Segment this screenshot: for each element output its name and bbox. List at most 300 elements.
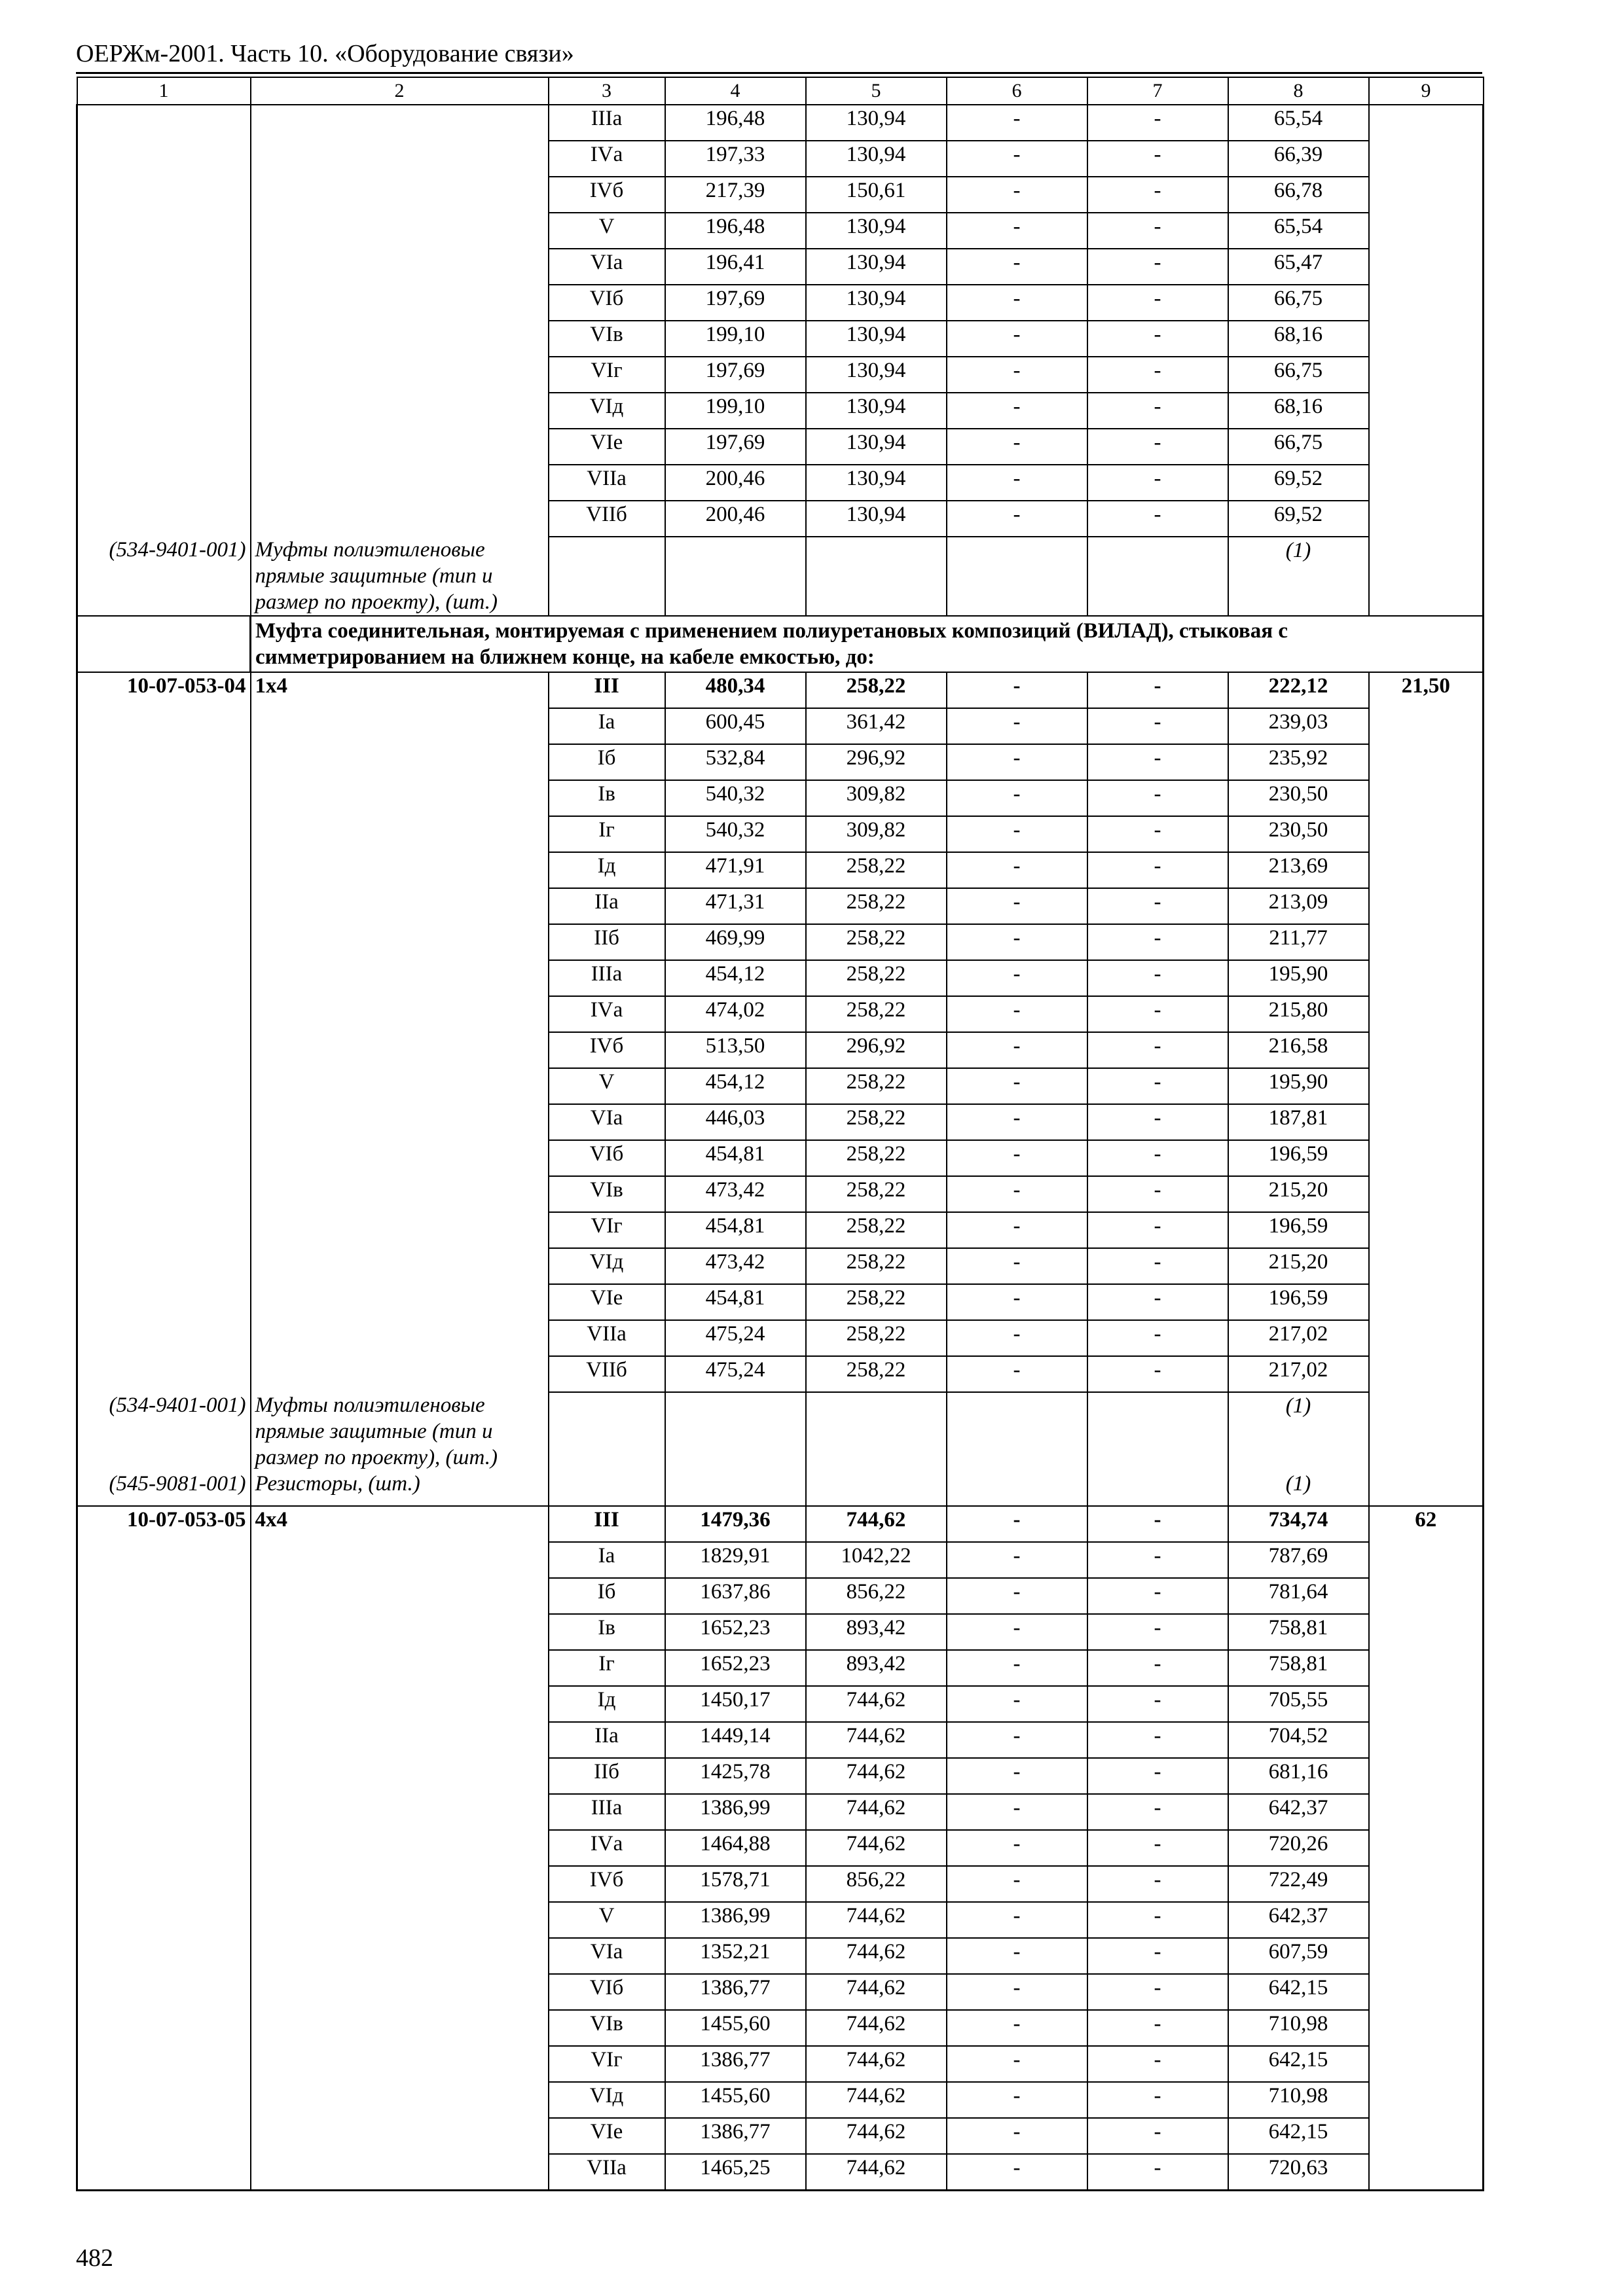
code-cell	[77, 2082, 251, 2118]
material-row	[77, 1392, 1484, 1471]
wage-cell: 744,62	[806, 1722, 947, 1758]
labor-cell	[1369, 1356, 1484, 1392]
machine-cost-cell: -	[947, 1902, 1087, 1938]
material-cost-cell: 65,54	[1228, 105, 1369, 141]
code-cell	[77, 393, 251, 429]
total-cost-cell: 1449,14	[665, 1722, 806, 1758]
table-row	[77, 249, 1484, 285]
machine-cost-cell: -	[947, 393, 1087, 429]
table-row	[77, 1032, 1484, 1068]
material-cost-cell: 69,52	[1228, 465, 1369, 501]
machine-cost-cell: -	[947, 2046, 1087, 2082]
table-row	[77, 141, 1484, 177]
zone-cell: VIе	[549, 429, 665, 465]
code-cell	[77, 816, 251, 852]
total-cost-cell: 1455,60	[665, 2010, 806, 2046]
name-cell	[251, 141, 549, 177]
zone-cell: VIIа	[549, 2154, 665, 2191]
material-row	[77, 1471, 1484, 1506]
empty-cell	[1087, 1471, 1228, 1506]
zone-cell: IIа	[549, 1722, 665, 1758]
zone-cell: IIа	[549, 888, 665, 924]
driver-wage-cell: -	[1087, 1176, 1228, 1212]
wage-cell: 150,61	[806, 177, 947, 213]
name-cell	[251, 321, 549, 357]
total-cost-cell: 1425,78	[665, 1758, 806, 1794]
total-cost-cell: 196,48	[665, 213, 806, 249]
code-cell	[77, 1686, 251, 1722]
name-cell: 1х4	[251, 672, 549, 708]
material-cost-cell: 781,64	[1228, 1578, 1369, 1614]
name-cell	[251, 213, 549, 249]
zone-cell: IVб	[549, 1866, 665, 1902]
total-cost-cell: 1386,99	[665, 1794, 806, 1830]
empty-cell	[549, 537, 665, 616]
machine-cost-cell: -	[947, 1068, 1087, 1104]
driver-wage-cell: -	[1087, 141, 1228, 177]
code-cell	[77, 1284, 251, 1320]
machine-cost-cell: -	[947, 1686, 1087, 1722]
total-cost-cell: 454,12	[665, 1068, 806, 1104]
table-row	[77, 2046, 1484, 2082]
material-cost-cell: 734,74	[1228, 1506, 1369, 1542]
zone-cell: Iг	[549, 816, 665, 852]
name-cell	[251, 465, 549, 501]
empty-cell	[1369, 1471, 1484, 1506]
material-cost-cell: 642,37	[1228, 1902, 1369, 1938]
table-row	[77, 2154, 1484, 2191]
code-cell	[77, 1068, 251, 1104]
code-cell	[77, 1722, 251, 1758]
table-row	[77, 1866, 1484, 1902]
code-cell	[77, 1974, 251, 2010]
wage-cell: 258,22	[806, 1356, 947, 1392]
zone-cell: Iг	[549, 1650, 665, 1686]
code-cell: 10-07-053-05	[77, 1506, 251, 1542]
material-cost-cell: 65,47	[1228, 249, 1369, 285]
zone-cell: V	[549, 1068, 665, 1104]
code-cell	[77, 213, 251, 249]
zone-cell: IIIа	[549, 105, 665, 141]
material-cost-cell: 642,15	[1228, 2046, 1369, 2082]
code-cell	[77, 1356, 251, 1392]
price-table	[76, 77, 1484, 2191]
zone-cell: IVа	[549, 141, 665, 177]
empty-cell	[806, 537, 947, 616]
machine-cost-cell: -	[947, 177, 1087, 213]
table-row	[77, 1176, 1484, 1212]
table-row	[77, 708, 1484, 744]
zone-cell: VIIа	[549, 465, 665, 501]
empty-cell	[1087, 537, 1228, 616]
labor-cell	[1369, 177, 1484, 213]
machine-cost-cell: -	[947, 1650, 1087, 1686]
machine-cost-cell: -	[947, 1506, 1087, 1542]
zone-cell: VIе	[549, 1284, 665, 1320]
driver-wage-cell: -	[1087, 888, 1228, 924]
machine-cost-cell: -	[947, 1578, 1087, 1614]
wage-cell: 130,94	[806, 321, 947, 357]
total-cost-cell: 469,99	[665, 924, 806, 960]
machine-cost-cell: -	[947, 249, 1087, 285]
driver-wage-cell: -	[1087, 1974, 1228, 2010]
column-number: 3	[549, 77, 665, 105]
column-number: 5	[806, 77, 947, 105]
name-cell	[251, 1974, 549, 2010]
labor-cell	[1369, 2010, 1484, 2046]
empty-cell	[947, 1471, 1087, 1506]
driver-wage-cell: -	[1087, 393, 1228, 429]
zone-cell: VIб	[549, 1974, 665, 2010]
labor-cell	[1369, 1542, 1484, 1578]
column-number: 1	[77, 77, 251, 105]
total-cost-cell: 473,42	[665, 1176, 806, 1212]
wage-cell: 744,62	[806, 1686, 947, 1722]
material-cost-cell: 66,78	[1228, 177, 1369, 213]
labor-cell	[1369, 1938, 1484, 1974]
name-cell	[251, 1686, 549, 1722]
wage-cell: 130,94	[806, 465, 947, 501]
table-row	[77, 1902, 1484, 1938]
machine-cost-cell: -	[947, 1794, 1087, 1830]
labor-cell	[1369, 1686, 1484, 1722]
machine-cost-cell: -	[947, 321, 1087, 357]
material-cost-cell: 187,81	[1228, 1104, 1369, 1140]
total-cost-cell: 197,69	[665, 429, 806, 465]
driver-wage-cell: -	[1087, 249, 1228, 285]
zone-cell: Iа	[549, 1542, 665, 1578]
zone-cell: VIа	[549, 249, 665, 285]
driver-wage-cell: -	[1087, 2010, 1228, 2046]
driver-wage-cell: -	[1087, 1650, 1228, 1686]
machine-cost-cell: -	[947, 1614, 1087, 1650]
labor-cell: 21,50	[1369, 672, 1484, 708]
wage-cell: 258,22	[806, 1104, 947, 1140]
material-cost-cell: 216,58	[1228, 1032, 1369, 1068]
driver-wage-cell: -	[1087, 1506, 1228, 1542]
machine-cost-cell: -	[947, 780, 1087, 816]
driver-wage-cell: -	[1087, 357, 1228, 393]
code-cell	[77, 996, 251, 1032]
code-cell	[77, 1140, 251, 1176]
labor-cell	[1369, 1614, 1484, 1650]
wage-cell: 309,82	[806, 780, 947, 816]
code-cell	[77, 1650, 251, 1686]
machine-cost-cell: -	[947, 1758, 1087, 1794]
total-cost-cell: 1652,23	[665, 1614, 806, 1650]
code-cell	[77, 1866, 251, 1902]
material-cost-cell: 68,16	[1228, 393, 1369, 429]
driver-wage-cell: -	[1087, 1938, 1228, 1974]
material-cost-cell: 215,20	[1228, 1248, 1369, 1284]
machine-cost-cell: -	[947, 1722, 1087, 1758]
wage-cell: 258,22	[806, 1248, 947, 1284]
material-cost-cell: 758,81	[1228, 1614, 1369, 1650]
table-row	[77, 888, 1484, 924]
machine-cost-cell: -	[947, 2010, 1087, 2046]
code-cell	[77, 1902, 251, 1938]
wage-cell: 258,22	[806, 1140, 947, 1176]
material-name: Муфты полиэтиленовые прямые защитные (тип и размер по проекту), (шт.)	[251, 537, 549, 616]
table-row	[77, 393, 1484, 429]
empty-cell	[1087, 1392, 1228, 1471]
wage-cell: 744,62	[806, 2046, 947, 2082]
wage-cell: 258,22	[806, 960, 947, 996]
total-cost-cell: 1479,36	[665, 1506, 806, 1542]
wage-cell: 130,94	[806, 357, 947, 393]
name-cell	[251, 249, 549, 285]
machine-cost-cell: -	[947, 141, 1087, 177]
driver-wage-cell: -	[1087, 1578, 1228, 1614]
labor-cell	[1369, 888, 1484, 924]
material-qty: (1)	[1228, 1392, 1369, 1471]
driver-wage-cell: -	[1087, 105, 1228, 141]
material-cost-cell: 235,92	[1228, 744, 1369, 780]
page-number: 482	[76, 2244, 113, 2272]
wage-cell: 130,94	[806, 249, 947, 285]
name-cell	[251, 357, 549, 393]
wage-cell: 744,62	[806, 1830, 947, 1866]
empty-cell	[665, 1471, 806, 1506]
zone-cell: VIIб	[549, 501, 665, 537]
material-cost-cell: 222,12	[1228, 672, 1369, 708]
name-cell	[251, 1140, 549, 1176]
total-cost-cell: 475,24	[665, 1320, 806, 1356]
material-cost-cell: 230,50	[1228, 780, 1369, 816]
machine-cost-cell: -	[947, 105, 1087, 141]
code-cell	[77, 1614, 251, 1650]
total-cost-cell: 1829,91	[665, 1542, 806, 1578]
labor-cell	[1369, 465, 1484, 501]
name-cell	[251, 924, 549, 960]
machine-cost-cell: -	[947, 1140, 1087, 1176]
wage-cell: 258,22	[806, 1068, 947, 1104]
name-cell	[251, 1356, 549, 1392]
table-row	[77, 1686, 1484, 1722]
total-cost-cell: 474,02	[665, 996, 806, 1032]
name-cell	[251, 1176, 549, 1212]
name-cell	[251, 1320, 549, 1356]
total-cost-cell: 475,24	[665, 1356, 806, 1392]
name-cell	[251, 105, 549, 141]
total-cost-cell: 197,69	[665, 285, 806, 321]
wage-cell: 744,62	[806, 1974, 947, 2010]
total-cost-cell: 540,32	[665, 780, 806, 816]
code-cell	[77, 1320, 251, 1356]
material-cost-cell: 710,98	[1228, 2082, 1369, 2118]
name-cell	[251, 1650, 549, 1686]
code-cell	[77, 2154, 251, 2191]
wage-cell: 744,62	[806, 1758, 947, 1794]
zone-cell: VIг	[549, 2046, 665, 2082]
column-number-row	[77, 77, 1484, 105]
wage-cell: 258,22	[806, 1320, 947, 1356]
code-cell	[77, 852, 251, 888]
material-cost-cell: 217,02	[1228, 1320, 1369, 1356]
material-cost-cell: 720,26	[1228, 1830, 1369, 1866]
code-cell	[77, 2046, 251, 2082]
labor-cell	[1369, 1212, 1484, 1248]
material-cost-cell: 758,81	[1228, 1650, 1369, 1686]
zone-cell: IIIа	[549, 960, 665, 996]
name-cell	[251, 1068, 549, 1104]
driver-wage-cell: -	[1087, 177, 1228, 213]
wage-cell: 856,22	[806, 1578, 947, 1614]
table-row	[77, 357, 1484, 393]
name-cell	[251, 852, 549, 888]
wage-cell: 296,92	[806, 1032, 947, 1068]
name-cell	[251, 1248, 549, 1284]
column-number: 7	[1087, 77, 1228, 105]
wage-cell: 744,62	[806, 1794, 947, 1830]
name-cell	[251, 1212, 549, 1248]
labor-cell	[1369, 708, 1484, 744]
zone-cell: IIб	[549, 1758, 665, 1794]
wage-cell: 258,22	[806, 924, 947, 960]
name-cell	[251, 2154, 549, 2191]
code-cell	[77, 1104, 251, 1140]
empty-cell	[77, 616, 251, 672]
labor-cell	[1369, 852, 1484, 888]
driver-wage-cell: -	[1087, 1248, 1228, 1284]
material-cost-cell: 642,15	[1228, 1974, 1369, 2010]
labor-cell	[1369, 1032, 1484, 1068]
machine-cost-cell: -	[947, 1320, 1087, 1356]
code-cell	[77, 177, 251, 213]
table-row	[77, 1320, 1484, 1356]
total-cost-cell: 600,45	[665, 708, 806, 744]
machine-cost-cell: -	[947, 852, 1087, 888]
zone-cell: III	[549, 1506, 665, 1542]
total-cost-cell: 1464,88	[665, 1830, 806, 1866]
machine-cost-cell: -	[947, 1176, 1087, 1212]
code-cell	[77, 357, 251, 393]
code-cell	[77, 141, 251, 177]
machine-cost-cell: -	[947, 816, 1087, 852]
table-body	[77, 77, 1484, 2191]
driver-wage-cell: -	[1087, 1212, 1228, 1248]
table-row	[77, 1140, 1484, 1176]
empty-cell	[665, 1392, 806, 1471]
driver-wage-cell: -	[1087, 465, 1228, 501]
total-cost-cell: 471,31	[665, 888, 806, 924]
table-row	[77, 429, 1484, 465]
empty-cell	[1369, 537, 1484, 616]
zone-cell: VIв	[549, 321, 665, 357]
machine-cost-cell: -	[947, 672, 1087, 708]
wage-cell: 258,22	[806, 996, 947, 1032]
code-cell	[77, 960, 251, 996]
empty-cell	[549, 1471, 665, 1506]
machine-cost-cell: -	[947, 1356, 1087, 1392]
zone-cell: V	[549, 213, 665, 249]
name-cell	[251, 1032, 549, 1068]
table-row	[77, 1614, 1484, 1650]
driver-wage-cell: -	[1087, 1794, 1228, 1830]
name-cell	[251, 996, 549, 1032]
driver-wage-cell: -	[1087, 1614, 1228, 1650]
code-cell	[77, 321, 251, 357]
code-cell	[77, 1578, 251, 1614]
machine-cost-cell: -	[947, 465, 1087, 501]
column-number: 9	[1369, 77, 1484, 105]
material-cost-cell: 66,75	[1228, 429, 1369, 465]
total-cost-cell: 196,48	[665, 105, 806, 141]
total-cost-cell: 200,46	[665, 465, 806, 501]
name-cell	[251, 1758, 549, 1794]
name-cell	[251, 1902, 549, 1938]
material-cost-cell: 195,90	[1228, 960, 1369, 996]
labor-cell	[1369, 1650, 1484, 1686]
table-row	[77, 996, 1484, 1032]
driver-wage-cell: -	[1087, 2154, 1228, 2191]
page-header: ОЕРЖм-2001. Часть 10. «Оборудование связи»	[76, 40, 574, 67]
labor-cell	[1369, 996, 1484, 1032]
code-cell	[77, 924, 251, 960]
labor-cell	[1369, 2154, 1484, 2191]
zone-cell: VIIб	[549, 1356, 665, 1392]
labor-cell	[1369, 1974, 1484, 2010]
name-cell	[251, 501, 549, 537]
code-cell	[77, 1758, 251, 1794]
labor-cell	[1369, 2118, 1484, 2154]
name-cell	[251, 1284, 549, 1320]
zone-cell: VIг	[549, 1212, 665, 1248]
wage-cell: 130,94	[806, 213, 947, 249]
machine-cost-cell: -	[947, 888, 1087, 924]
column-number: 6	[947, 77, 1087, 105]
driver-wage-cell: -	[1087, 744, 1228, 780]
driver-wage-cell: -	[1087, 1284, 1228, 1320]
wage-cell: 258,22	[806, 852, 947, 888]
material-cost-cell: 705,55	[1228, 1686, 1369, 1722]
total-cost-cell: 1455,60	[665, 2082, 806, 2118]
code-cell	[77, 249, 251, 285]
zone-cell: IVб	[549, 177, 665, 213]
labor-cell	[1369, 1794, 1484, 1830]
table-row	[77, 1974, 1484, 2010]
name-cell	[251, 744, 549, 780]
wage-cell: 744,62	[806, 2082, 947, 2118]
name-cell	[251, 285, 549, 321]
driver-wage-cell: -	[1087, 213, 1228, 249]
table-row	[77, 1650, 1484, 1686]
zone-cell: VIд	[549, 393, 665, 429]
material-cost-cell: 213,09	[1228, 888, 1369, 924]
name-cell	[251, 1722, 549, 1758]
wage-cell: 744,62	[806, 2118, 947, 2154]
driver-wage-cell: -	[1087, 321, 1228, 357]
code-cell	[77, 2010, 251, 2046]
material-cost-cell: 722,49	[1228, 1866, 1369, 1902]
driver-wage-cell: -	[1087, 1542, 1228, 1578]
material-qty: (1)	[1228, 537, 1369, 616]
total-cost-cell: 1386,99	[665, 1902, 806, 1938]
labor-cell	[1369, 105, 1484, 141]
empty-cell	[947, 1392, 1087, 1471]
wage-cell: 130,94	[806, 141, 947, 177]
zone-cell: Iв	[549, 780, 665, 816]
material-cost-cell: 196,59	[1228, 1140, 1369, 1176]
machine-cost-cell: -	[947, 1542, 1087, 1578]
wage-cell: 130,94	[806, 105, 947, 141]
labor-cell	[1369, 1320, 1484, 1356]
material-cost-cell: 607,59	[1228, 1938, 1369, 1974]
machine-cost-cell: -	[947, 1830, 1087, 1866]
labor-cell	[1369, 924, 1484, 960]
driver-wage-cell: -	[1087, 429, 1228, 465]
total-cost-cell: 480,34	[665, 672, 806, 708]
